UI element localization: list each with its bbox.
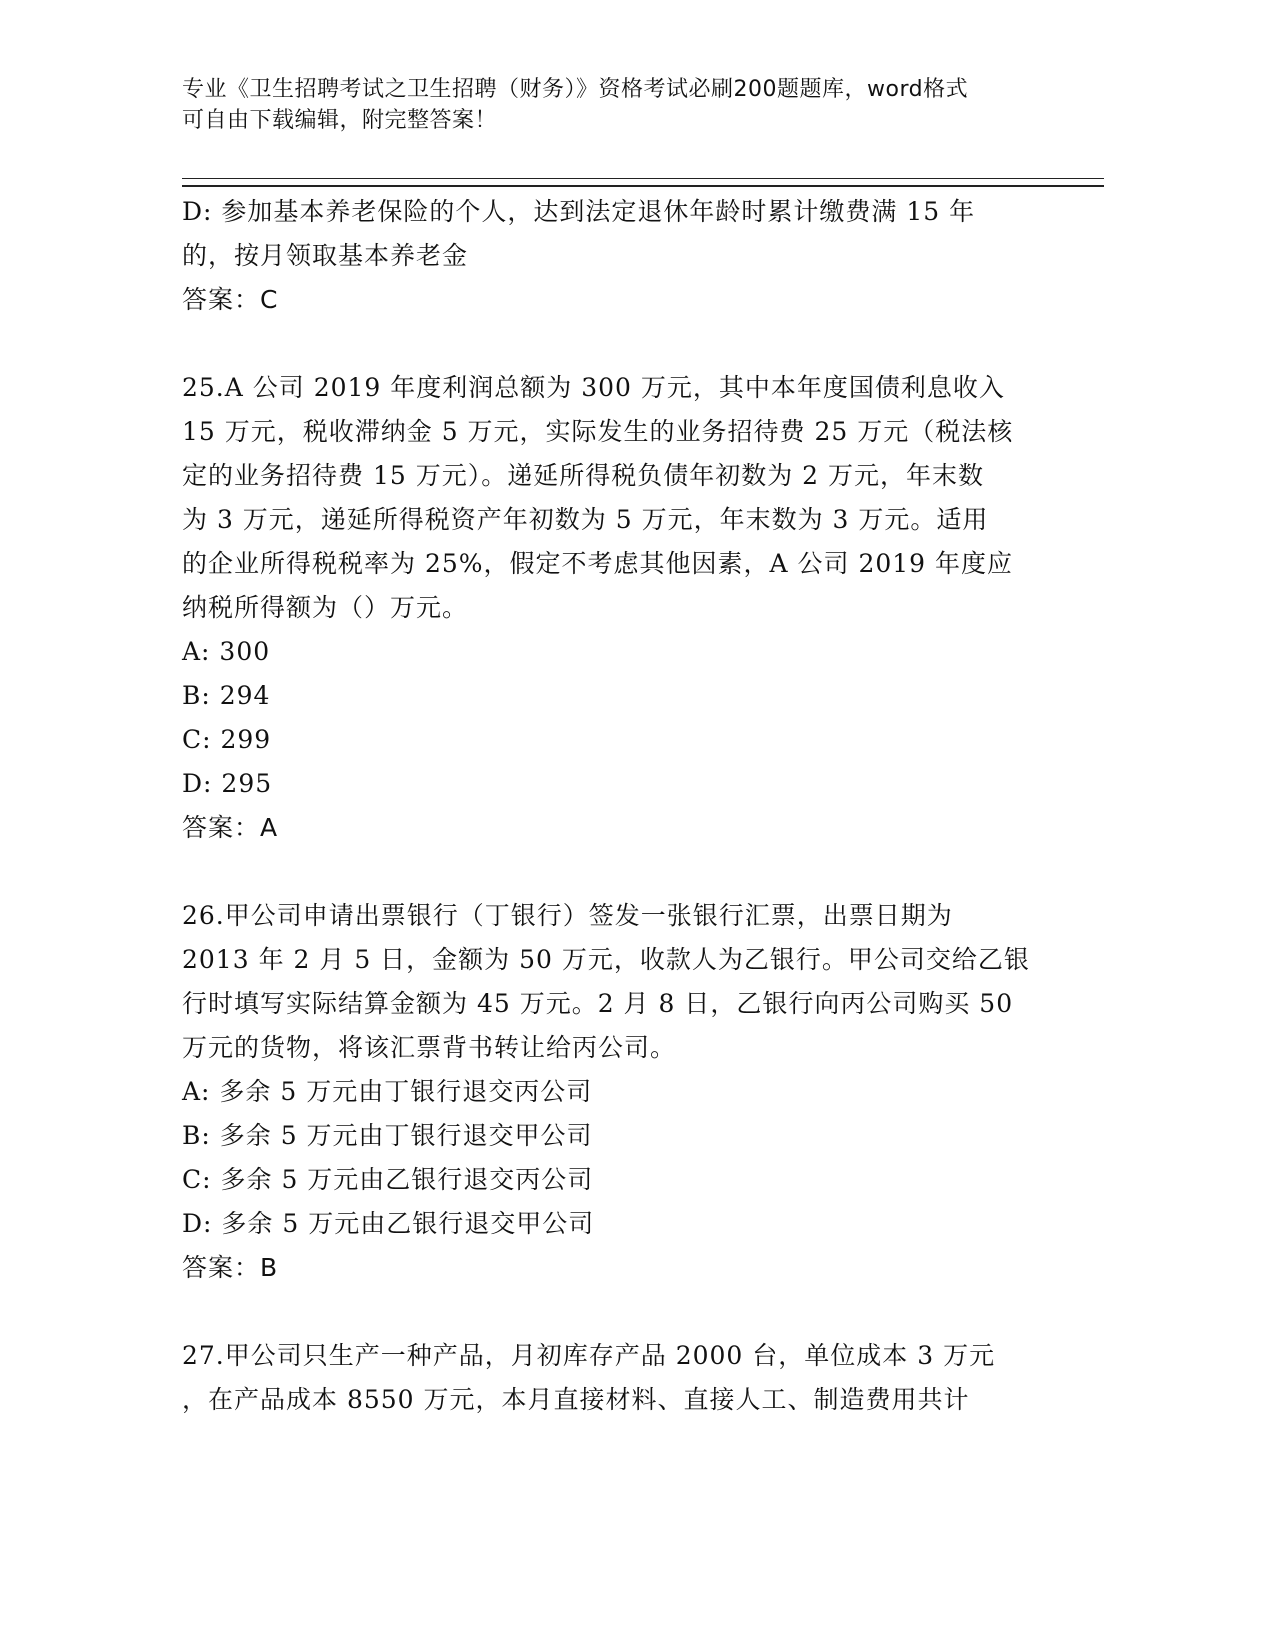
question-27 — [182, 1334, 1062, 1422]
header-title-line-2: 可自由下载编辑，附完整答案！ — [182, 108, 498, 133]
page-header — [182, 74, 1062, 136]
question-text-line: 的企业所得税税率为 25%，假定不考虑其他因素，A 公司 2019 年度应 — [182, 549, 1014, 578]
option-d: D: 参加基本养老保险的个人，达到法定退休年龄时累计缴费满 15 年 — [182, 197, 976, 226]
answer-text: 答案：C — [182, 285, 279, 314]
option-b: B: 多余 5 万元由丁银行退交甲公司 — [182, 1121, 593, 1150]
option-a: A: 300 — [182, 637, 271, 666]
question-text-line: 27.甲公司只生产一种产品，月初库存产品 2000 台，单位成本 3 万元 — [182, 1341, 996, 1370]
question-24-tail — [182, 190, 1062, 322]
question-text-line: 15 万元，税收滞纳金 5 万元，实际发生的业务招待费 25 万元（税法核 — [182, 417, 1014, 446]
option-c: C: 多余 5 万元由乙银行退交丙公司 — [182, 1165, 594, 1194]
question-text-line: 万元的货物，将该汇票背书转让给丙公司。 — [182, 1033, 677, 1062]
answer-text: 答案：B — [182, 1253, 279, 1282]
option-d: D: 多余 5 万元由乙银行退交甲公司 — [182, 1209, 595, 1238]
question-25 — [182, 366, 1062, 850]
question-text-line: 为 3 万元，递延所得税资产年初数为 5 万元，年末数为 3 万元。适用 — [182, 505, 989, 534]
document-body — [182, 190, 1062, 1422]
option-d-continued: 的，按月领取基本养老金 — [182, 241, 469, 270]
question-text-line: 纳税所得额为（）万元。 — [182, 593, 469, 622]
question-text-line: 2013 年 2 月 5 日，金额为 50 万元，收款人为乙银行。甲公司交给乙银 — [182, 945, 1030, 974]
spacer — [182, 850, 1062, 894]
header-title-line-1: 专业《卫生招聘考试之卫生招聘（财务）》资格考试必刷200题题库，word格式 — [182, 77, 969, 102]
option-b: B: 294 — [182, 681, 271, 710]
question-text-line: 行时填写实际结算金额为 45 万元。2 月 8 日，乙银行向丙公司购买 50 — [182, 989, 1014, 1018]
question-text-line: 25.A 公司 2019 年度利润总额为 300 万元，其中本年度国债利息收入 — [182, 373, 1005, 402]
option-a: A: 多余 5 万元由丁银行退交丙公司 — [182, 1077, 593, 1106]
question-26 — [182, 894, 1062, 1290]
spacer — [182, 322, 1062, 366]
question-text-line: 定的业务招待费 15 万元）。递延所得税负债年初数为 2 万元，年末数 — [182, 461, 985, 490]
answer-text: 答案：A — [182, 813, 279, 842]
option-d: D: 295 — [182, 769, 273, 798]
question-text-line: ，在产品成本 8550 万元，本月直接材料、直接人工、制造费用共计 — [182, 1385, 970, 1414]
header-divider — [182, 178, 1104, 187]
spacer — [182, 1290, 1062, 1334]
option-c: C: 299 — [182, 725, 272, 754]
question-text-line: 26.甲公司申请出票银行（丁银行）签发一张银行汇票，出票日期为 — [182, 901, 953, 930]
